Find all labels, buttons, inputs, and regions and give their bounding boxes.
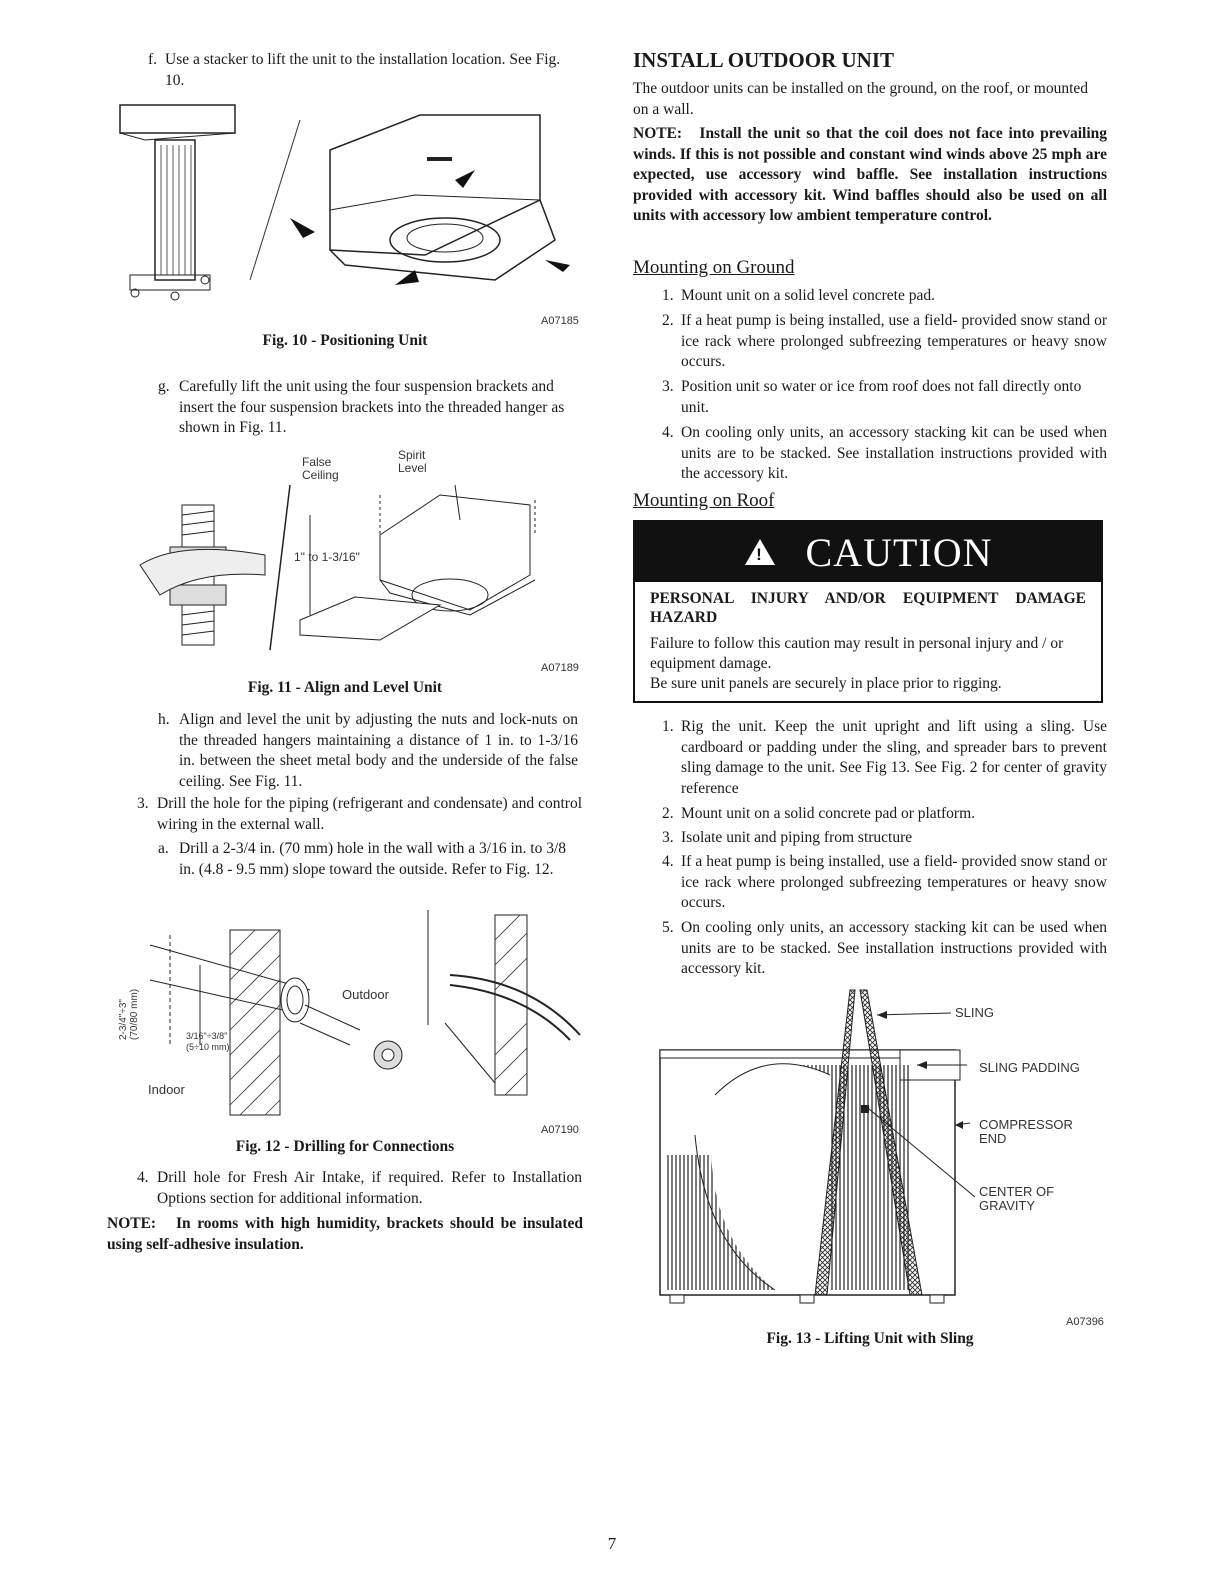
- fig13-caption: Fig. 13 - Lifting Unit with Sling: [766, 1330, 974, 1347]
- caution-body: Failure to follow this caution may result in personal injury and / or equipment damage. Be sure unit panels are securely in place prior to rigging.: [650, 635, 1064, 692]
- fig11-caption: Fig. 11 - Align and Level Unit: [247, 679, 443, 696]
- fig12-illustration: [130, 905, 580, 1125]
- item-text: Carefully lift the unit using the four suspension brackets and insert the four suspension brackets into the threaded hanger as shown in Fig. 11.: [179, 378, 565, 436]
- fig12-label-slope: 3/16"÷3/8" (5÷10 mm): [186, 1031, 230, 1052]
- item-marker: 4.: [662, 424, 674, 441]
- fig12-caption: Fig. 12 - Drilling for Connections: [235, 1138, 455, 1155]
- caution-title: CAUTION: [805, 529, 993, 575]
- list-item-f: [148, 50, 578, 91]
- item-text: Drill a 2-3/4 in. (70 mm) hole in the wall with a 3/16 in. to 3/8 in. (4.8 - 9.5 mm) slope toward the outside. Refer to Fig. 12.: [179, 840, 567, 878]
- caution-hazard: PERSONAL INJURY AND/OR EQUIPMENT DAMAGE HAZARD: [650, 590, 1086, 626]
- fig13-illustration: [655, 985, 975, 1310]
- fig11-label-false-ceiling: False Ceiling: [302, 455, 339, 482]
- subheading-ground: Mounting on Ground: [633, 257, 795, 278]
- item-marker: 3.: [662, 829, 674, 846]
- right-note: [633, 124, 1107, 227]
- fig12-code: A07190: [541, 1124, 579, 1136]
- item-text: Use a stacker to lift the unit to the installation location. See Fig. 10.: [165, 51, 561, 89]
- item-text: Rig the unit. Keep the unit upright and lift using a sling. Use cardboard or padding under the sling, and spreader bars to prevent sling damage to the unit. See Fig 13. See Fig. 2 for center of gravity reference: [681, 718, 1107, 797]
- item-marker: 2.: [662, 805, 674, 822]
- note-label: NOTE:: [107, 1215, 157, 1232]
- fig10-illustration: [115, 100, 585, 310]
- left-note: [107, 1214, 583, 1255]
- item-marker: 5.: [662, 919, 674, 936]
- list-item: [662, 828, 1107, 849]
- list-item: [662, 311, 1107, 373]
- item-marker: 3.: [137, 795, 149, 812]
- item-marker: 3.: [662, 378, 674, 395]
- fig12-label-indoor: Indoor: [148, 1082, 185, 1097]
- fig13-label-compressor: COMPRESSOR END: [979, 1117, 1073, 1146]
- item-marker: 1.: [662, 718, 674, 735]
- item-text: Mount unit on a solid level concrete pad.: [681, 287, 935, 304]
- fig13-label-center-of-gravity: CENTER OF GRAVITY: [979, 1184, 1055, 1213]
- list-item-h: [158, 710, 578, 792]
- item-marker: 2.: [662, 312, 674, 329]
- fig11-illustration: [140, 475, 550, 655]
- intro-text: The outdoor units can be installed on the ground, on the roof, or mounted on a wall.: [633, 80, 1089, 118]
- item-marker: g.: [158, 378, 170, 395]
- fig13-code: A07396: [1066, 1316, 1104, 1328]
- item-text: If a heat pump is being installed, use a field- provided snow stand or ice rack where prolonged subfreezing temperatures or heavy snow occurs.: [681, 312, 1107, 370]
- note-text: Install the unit so that the coil does not face into prevailing winds. If this is not possible and constant wind winds above 25 mph are expected, use accessory wind baffle. See installation instructions provided with accessory kit. Wind baffles should also be used on all units with accessory low ambient temperature control.: [633, 125, 1108, 224]
- list-item-3: [137, 794, 582, 835]
- caution-header: [635, 522, 1101, 582]
- item-text: Drill the hole for the piping (refrigerant and condensate) and control wiring in the external wall.: [157, 795, 582, 833]
- note-text: In rooms with high humidity, brackets should be insulated using self-adhesive insulation.: [107, 1215, 583, 1253]
- subheading-roof: Mounting on Roof: [633, 490, 775, 511]
- item-marker: 4.: [137, 1169, 149, 1186]
- item-text: Drill hole for Fresh Air Intake, if required. Refer to Installation Options section for additional information.: [157, 1169, 582, 1207]
- item-text: Position unit so water or ice from roof does not fall directly onto unit.: [681, 378, 1082, 416]
- list-item-4: [137, 1168, 582, 1209]
- list-item: [662, 717, 1107, 799]
- section-heading: INSTALL OUTDOOR UNIT: [633, 48, 895, 72]
- note-label: NOTE:: [633, 125, 683, 142]
- list-item-g: [158, 377, 578, 439]
- item-marker: 4.: [662, 853, 674, 870]
- page-number: 7: [607, 1534, 617, 1553]
- fig13-label-sling: SLING: [955, 1005, 995, 1020]
- list-item: [662, 918, 1107, 980]
- item-marker: a.: [158, 840, 169, 857]
- list-item-3a: [158, 839, 568, 880]
- fig11-code: A07189: [541, 662, 579, 674]
- item-text: On cooling only units, an accessory stacking kit can be used when units are to be stacked. See installation instructions provided with accessory kit.: [681, 919, 1107, 977]
- fig12-label-diameter: 2-3/4"÷3" (70/80 mm): [118, 988, 140, 1040]
- list-item: [662, 804, 1107, 825]
- item-text: Align and level the unit by adjusting the nuts and lock-nuts on the threaded hangers maintaining a distance of 1 in. to 1-3/16 in. between the sheet metal body and the underside of the false ceiling. See Fig. 11.: [179, 711, 578, 790]
- list-item: [662, 423, 1107, 485]
- item-text: Mount unit on a solid concrete pad or platform.: [681, 805, 976, 822]
- fig13-label-padding: SLING PADDING: [979, 1060, 1080, 1075]
- item-text: Isolate unit and piping from structure: [681, 829, 913, 846]
- warning-icon: !: [744, 538, 776, 566]
- item-marker: h.: [158, 711, 170, 728]
- fig11-label-distance: 1" to 1-3/16": [294, 550, 360, 564]
- list-item: [662, 852, 1107, 914]
- fig12-label-outdoor: Outdoor: [342, 987, 389, 1002]
- list-item: [662, 286, 1107, 307]
- list-item: [662, 377, 1107, 418]
- fig11-label-spirit-level: Spirit Level: [398, 448, 427, 475]
- fig10-code: A07185: [541, 315, 579, 327]
- item-marker: 1.: [662, 287, 674, 304]
- caution-box: [633, 520, 1103, 703]
- fig10-caption: Fig. 10 - Positioning Unit: [262, 332, 428, 349]
- item-text: If a heat pump is being installed, use a field- provided snow stand or ice rack where prolonged subfreezing temperatures or heavy snow occurs.: [681, 853, 1107, 911]
- item-text: On cooling only units, an accessory stacking kit can be used when units are to be stacked. See installation instructions provided with the accessory kit.: [681, 424, 1107, 482]
- item-marker: f.: [148, 51, 158, 68]
